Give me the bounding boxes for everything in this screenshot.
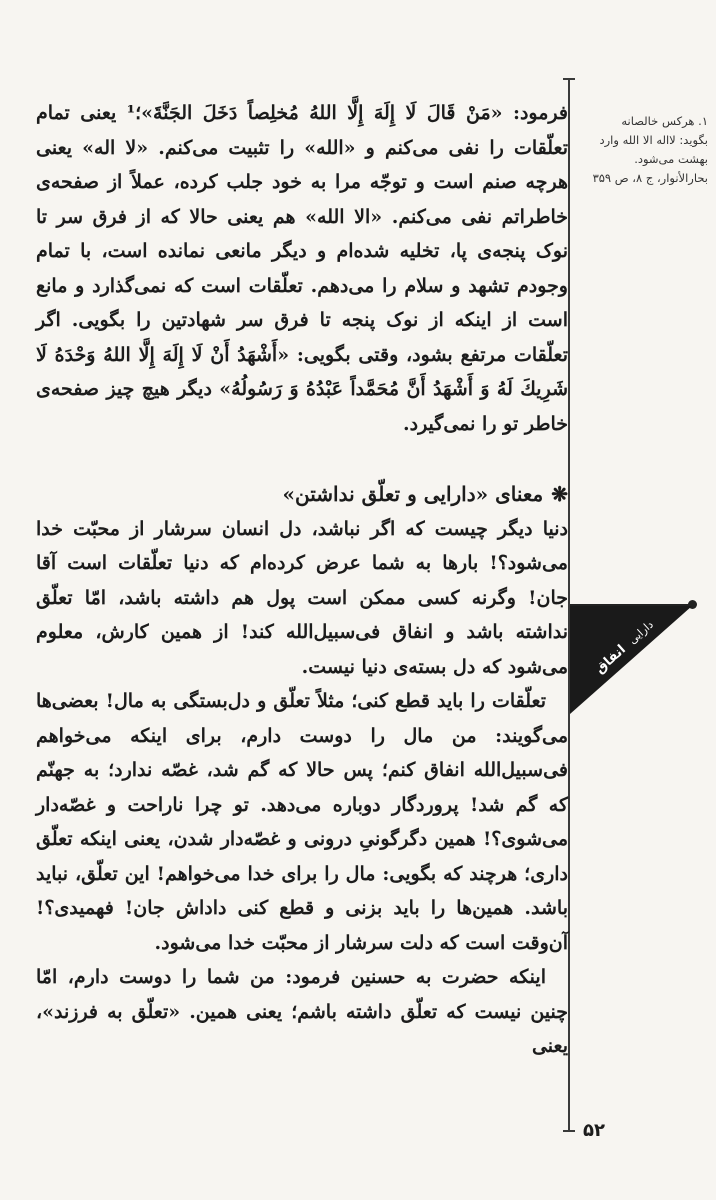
margin-rule-bottom-cap — [563, 1130, 575, 1132]
footnote: ۱. هرکس خالصانه بگوید: لااله الا الله وارد بهشت می‌شود. بحارالأنوار، ج ۸، ص ۳۵۹ — [592, 114, 708, 185]
section-heading-text: معنای «دارایی و تعلّق نداشتن» — [282, 482, 544, 506]
paragraph-1: فرمود: «مَنْ قَالَ لَا إِلَهَ إِلَّا اللهُ مُخلِصاً دَخَلَ الجَنَّةَ»؛¹ یعنی تمام تعلّقات را نفی می‌کنم و «الله» را تثبیت می‌کنم. «لا اله» یعنی هرچه صنم است و توجّه مرا به خود جلب کرده، عملاً از صفحه‌ی خاطراتم نفی می‌کنم. «الا الله» هم یعنی حالا که از فرق سر تا نوک پنجه‌ی پا، تخلیه شده‌ام و دیگر مانعی نمانده است، با تمام وجودم تشهد و سلام را می‌دهم. تعلّقات است که نمی‌گذارد و مانع است از اینکه از نوک پنجه تا فرق سر شهادتین را بگویی. اگر تعلّقات مرتفع بشود، وقتی بگویی: «أَشْهَدُ أَنْ لَا إِلَهَ إِلَّا اللهُ وَحْدَهُ لَا شَرِيكَ لَهُ وَ أَشْهَدُ أَنَّ مُحَمَّداً عَبْدُهُ وَ رَسُولُهُ» دیگر هیچ چیز صفحه‌ی خاطر تو را نمی‌گیرد. — [36, 102, 568, 435]
chapter-tab-sublabel: دارایی — [626, 618, 656, 647]
margin-rule-top-cap — [563, 78, 575, 80]
chapter-tab-label: انفاق — [592, 642, 629, 677]
paragraph-2: دنیا دیگر چیست که اگر نباشد، دل انسان سرشار از محبّت خدا می‌شود؟! بارها به شما عرض کرده‌ام که دنیا تعلّقات است آقا جان! وگرنه کسی ممکن است پول هم داشته باشد، امّا تعلّق نداشته باشد و انفاق فی‌سبیل‌الله کند! از همین کارش، معلوم می‌شود که دل بسته‌ی دنیا نیست. — [36, 517, 568, 678]
page-number: ۵۲ — [583, 1120, 605, 1141]
chapter-tab — [570, 604, 694, 724]
paragraph-4: اینکه حضرت به حسنین فرمود: من شما را دوست دارم، امّا چنین نیست که تعلّق داشته باشم؛ یعنی همین. «تعلّق به فرزند»، یعنی — [36, 966, 568, 1057]
paragraph-3: تعلّقات را باید قطع کنی؛ مثلاً تعلّق و دل‌بستگی به مال! بعضی‌ها می‌گویند: من مال را دوست دارم، برای اینکه می‌خواهم فی‌سبیل‌الله انفاق کنم؛ پس حالا که گم شد، غصّه ندارد؛ به جهنّم که گم شد! پروردگار دوباره می‌دهد. تو چرا ناراحت و غصّه‌دار می‌شوی؟! همین دگرگونیِ درونی و غصّه‌دار شدن، یعنی اینکه تعلّق داری؛ هرچند که بگویی: مال را برای خدا می‌خواهم! این تعلّق، نباید باشد. همین‌ها را باید بزنی و قطع کنی داداش جان! فهمیدی؟! آن‌وقت است که دلت سرشار از محبّت خدا می‌شود. — [36, 690, 568, 954]
chapter-tab-shape — [570, 606, 692, 714]
ornament-icon: ❋ — [551, 482, 568, 507]
section-heading — [36, 477, 568, 512]
main-text — [36, 96, 568, 1064]
